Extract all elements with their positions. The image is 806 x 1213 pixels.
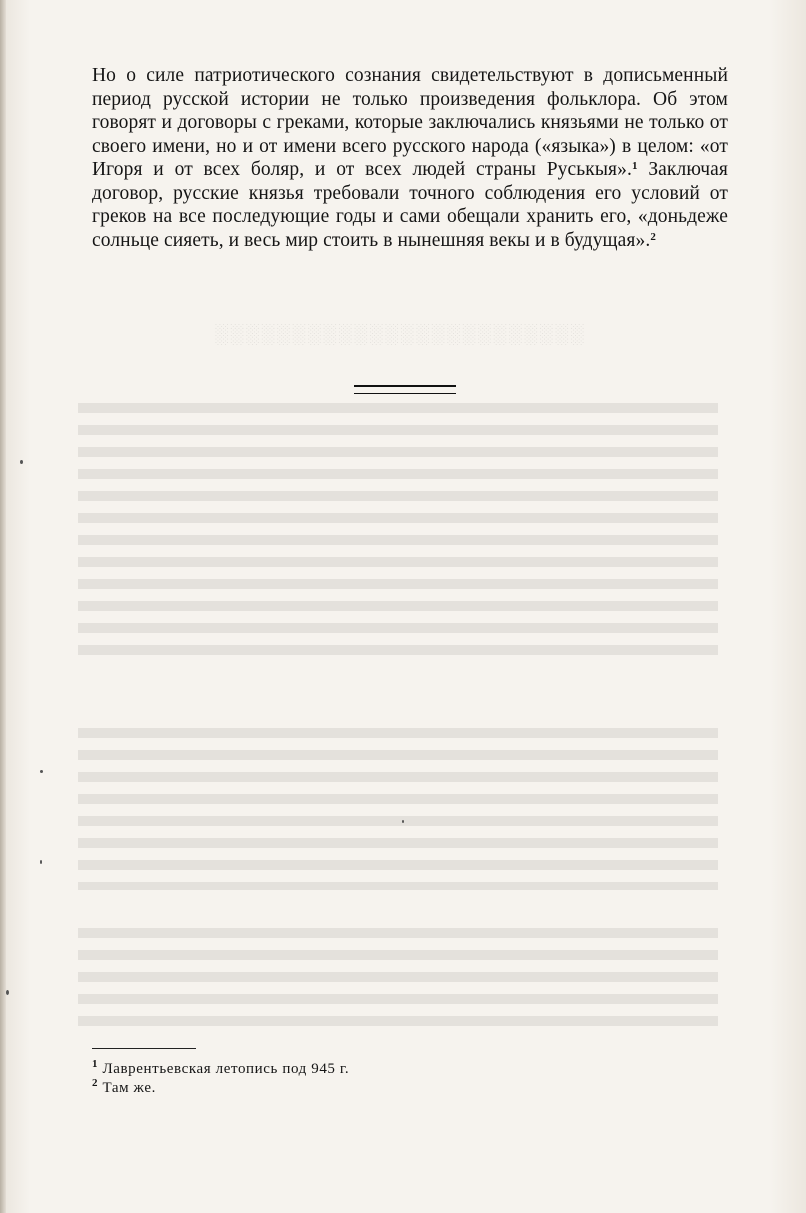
- scan-speck: [6, 990, 9, 995]
- show-through-block-2: [78, 720, 718, 890]
- main-paragraph: [92, 64, 728, 252]
- footnote-2-text: Там же.: [102, 1080, 156, 1096]
- scan-speck: [40, 770, 43, 773]
- scan-speck: [40, 860, 42, 864]
- paragraph-text-part-2: Заключая договор, русские князья требовали точного соблюдения его условий от греков на все последующие годы и сами обещали хранить его, «доньдеже солньце сияеть, и весь мир стоить в нынешняя векы и в будущая».: [92, 159, 728, 251]
- page-edge-shadow: [0, 0, 6, 1213]
- scan-speck: [20, 460, 23, 464]
- show-through-block-3: [78, 920, 718, 1035]
- footnote-1-marker: 1: [92, 1058, 99, 1070]
- footnote-ref-2: 2: [650, 230, 656, 243]
- scan-speck: [402, 820, 404, 823]
- section-divider: [354, 385, 456, 394]
- show-through-block-1: [78, 395, 718, 665]
- show-through-heading: ░░░░░░░░░░░░░░░░░░░░░░░░: [214, 324, 586, 345]
- paragraph-text-part-1: Но о силе патриотического сознания свидетельствуют в дописьменный период русской истории не только произведения фольклора. Об этом говорят и договоры с греками, которые заключались князьями не только от своего имени, но и от имени всего русского народа («языка») в целом: «от Игоря и от всех боляр, и от всех людей страны Руськыя».: [92, 65, 728, 180]
- footnote-2-marker: 2: [92, 1077, 99, 1089]
- footnote-separator: [92, 1048, 196, 1049]
- footnote-1-text: Лаврентьевская летопись под 945 г.: [102, 1061, 350, 1077]
- footnote-ref-1: 1: [631, 160, 638, 172]
- footnote-1: [92, 1060, 349, 1079]
- footnote-2: [92, 1079, 156, 1098]
